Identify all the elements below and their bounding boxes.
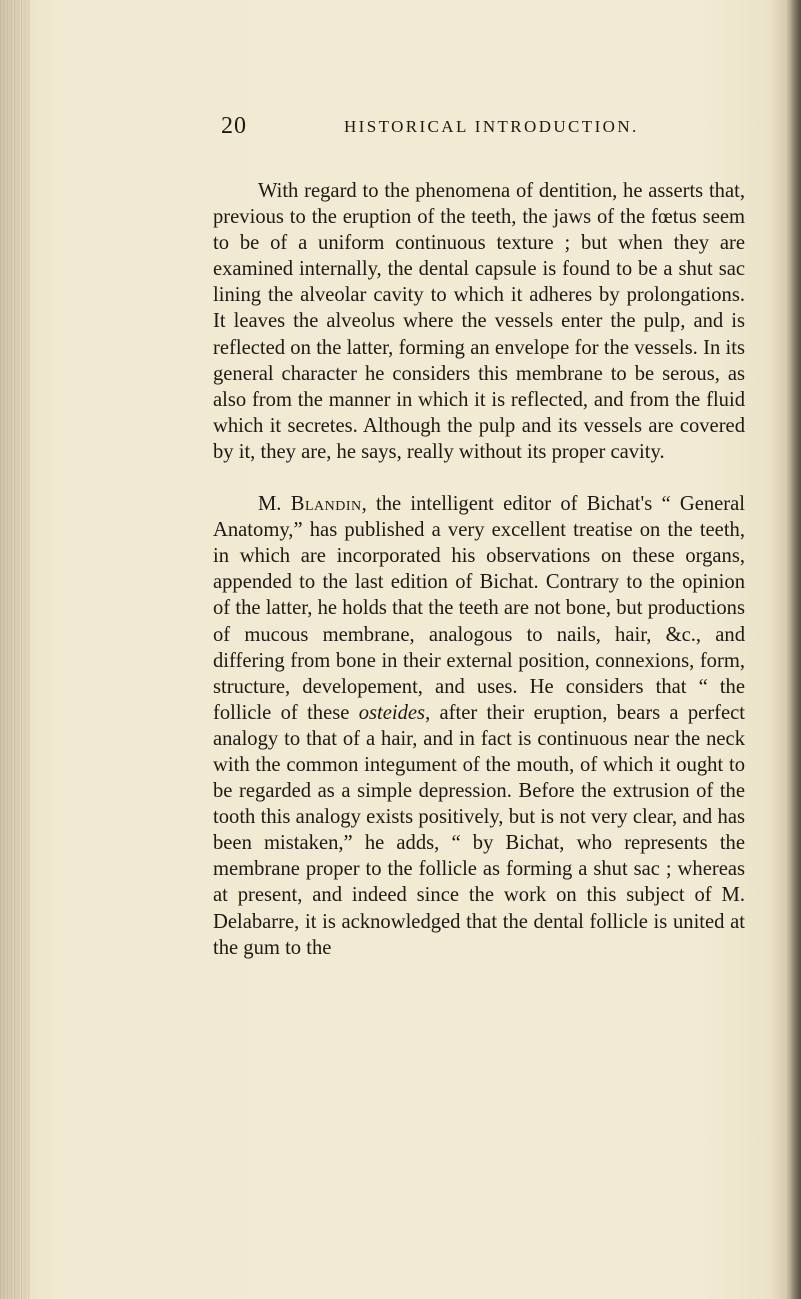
body-text (213, 178, 745, 961)
paragraph-lead: M. (258, 493, 291, 516)
paragraph-blandin (213, 491, 745, 961)
running-head: HISTORICAL INTRODUCTION. (344, 117, 639, 136)
italic-term: osteides (358, 701, 426, 724)
author-name: Blandin (290, 493, 362, 516)
page-number: 20 (221, 113, 247, 139)
page-header (221, 113, 741, 143)
paragraph-dentition: With regard to the phenomena of dentition, he asserts that, previous to the eruption of the teeth, the jaws of the fœtus seem to be of a uniform continuous texture ; but when they are examined internally, the dental capsule is found to be a shut sac lining the alveolar cavity to which it adheres by prolongations. It leaves the alveolus where the vessels enter the pulp, and is reflected on the latter, forming an envelope for the vessels. In its general character he considers this membrane to be serous, as also from the manner in which it is reflected, and from the fluid which it secretes. Although the pulp and its vessels are covered by it, they are, he says, really without its proper cavity. (213, 180, 745, 463)
page-gutter-left (0, 0, 30, 1299)
paragraph-text-part-2: , after their eruption, bears a perfect analogy to that of a hair, and in fact is continuous near the neck with the common integument of the mouth, of which it ought to be regarded as a simple depression. Before the extrusion of the tooth this analogy exists positively, but is not very clear, and has been mistaken,” he adds, “ by Bichat, who represents the membrane proper to the follicle as forming a shut sac ; whereas at present, and indeed since the work on this subject of M. Delabarre, it is acknowledged that the dental follicle is united at the gum to the (213, 701, 745, 959)
paragraph-text-part-1: , the intelligent editor of Bichat's “ General Anatomy,” has published a very excellent treatise on the teeth, in which are incorporated his observations on these organs, appended to the last edition of Bichat. Contrary to the opinion of the latter, he holds that the teeth are not bone, but productions of mucous membrane, analogous to nails, hair, &c., and differing from bone in their external position, connexions, form, structure, developement, and uses. He considers that “ the follicle of these (213, 493, 745, 724)
page-edge-right (787, 0, 801, 1299)
